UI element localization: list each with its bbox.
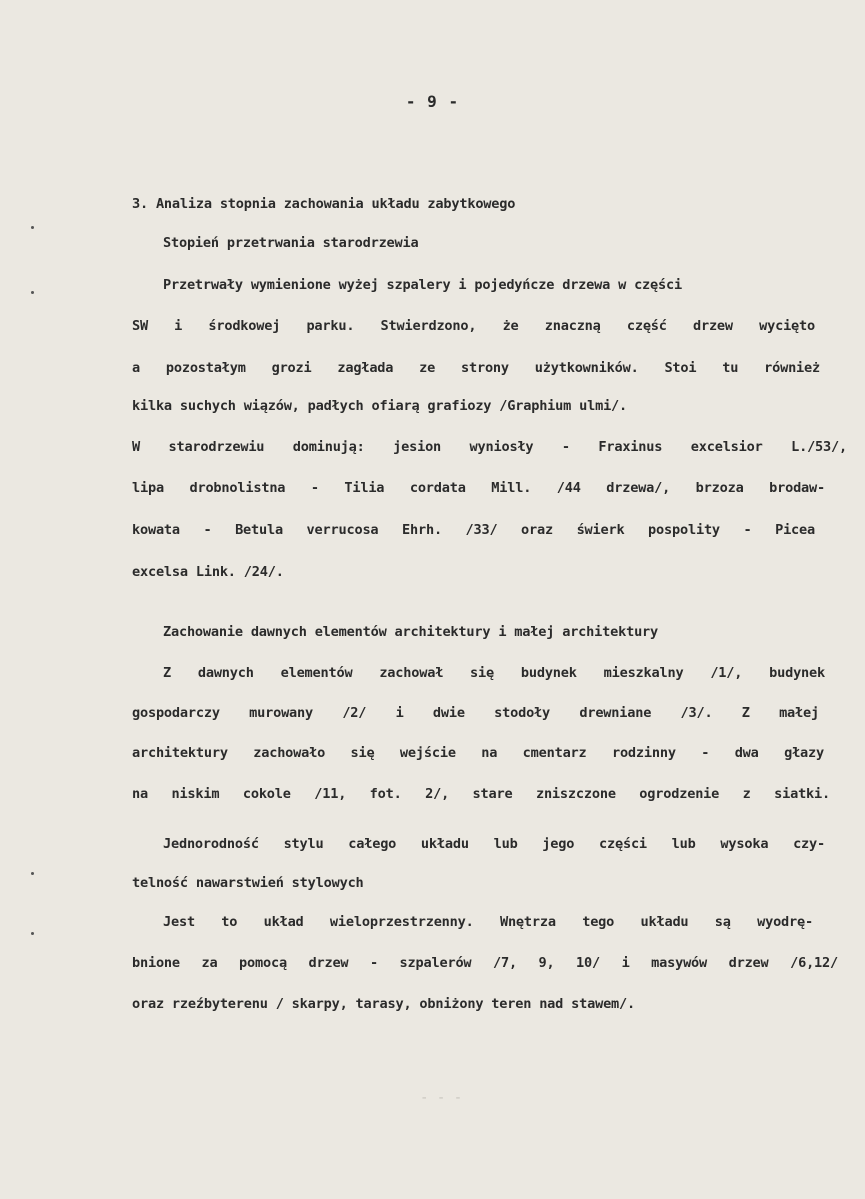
- paragraph-line: Z dawnych elementów zachował się budynek mieszkalny /1/, budynek: [163, 665, 825, 681]
- paragraph-line: SW i środkowej parku. Stwierdzono, że znaczną część drzew wycięto: [132, 318, 815, 334]
- margin-speck: [31, 226, 34, 229]
- margin-speck: [31, 932, 34, 935]
- paragraph-line: gospodarczy murowany /2/ i dwie stodoły drewniane /3/. Z małej: [132, 705, 819, 721]
- paragraph-line: oraz rzeźbyterenu / skarpy, tarasy, obniżony teren nad stawem/.: [132, 996, 636, 1012]
- paragraph-line: na niskim cokole /11, fot. 2/, stare zniszczone ogrodzenie z siatki.: [132, 786, 830, 802]
- section-heading: 3. Analiza stopnia zachowania układu zabytkowego: [132, 196, 516, 212]
- paragraph-line: excelsa Link. /24/.: [132, 564, 284, 580]
- subsection-heading-jednorodnosc-cont: telność nawarstwień stylowych: [132, 875, 364, 891]
- paragraph-line: bnione za pomocą drzew - szpalerów /7, 9, 10/ i masywów drzew /6,12/: [132, 955, 838, 971]
- paragraph-line: lipa drobnolistna - Tilia cordata Mill. /44 drzewa/, brzoza brodaw-: [132, 480, 825, 496]
- subsection-heading-jednorodnosc: Jednorodność stylu całego układu lub jego części lub wysoka czy-: [163, 836, 825, 852]
- paragraph-line: Jest to układ wieloprzestrzenny. Wnętrza tego układu są wyodrę-: [163, 914, 813, 930]
- paragraph-line: architektury zachowało się wejście na cmentarz rodzinny - dwa głazy: [132, 745, 824, 761]
- paragraph-line: Przetrwały wymienione wyżej szpalery i pojedyńcze drzewa w części: [163, 277, 682, 293]
- margin-speck: [31, 872, 34, 875]
- paragraph-line: kilka suchych wiązów, padłych ofiarą grafiozy /Graphium ulmi/.: [132, 398, 628, 414]
- page-number: - 9 -: [405, 92, 460, 111]
- paragraph-line: W starodrzewiu dominują: jesion wyniosły - Fraxinus excelsior L./53/,: [132, 439, 847, 455]
- subsection-heading-architektura: Zachowanie dawnych elementów architektury i małej architektury: [163, 624, 659, 640]
- paragraph-line: kowata - Betula verrucosa Ehrh. /33/ oraz świerk pospolity - Picea: [132, 522, 815, 538]
- subsection-heading-starodrzew: Stopień przetrwania starodrzewia: [163, 235, 419, 251]
- margin-speck: [31, 291, 34, 294]
- paragraph-line: a pozostałym grozi zagłada ze strony użytkowników. Stoi tu również: [132, 360, 820, 376]
- bleed-through-mark: - - -: [420, 1090, 463, 1106]
